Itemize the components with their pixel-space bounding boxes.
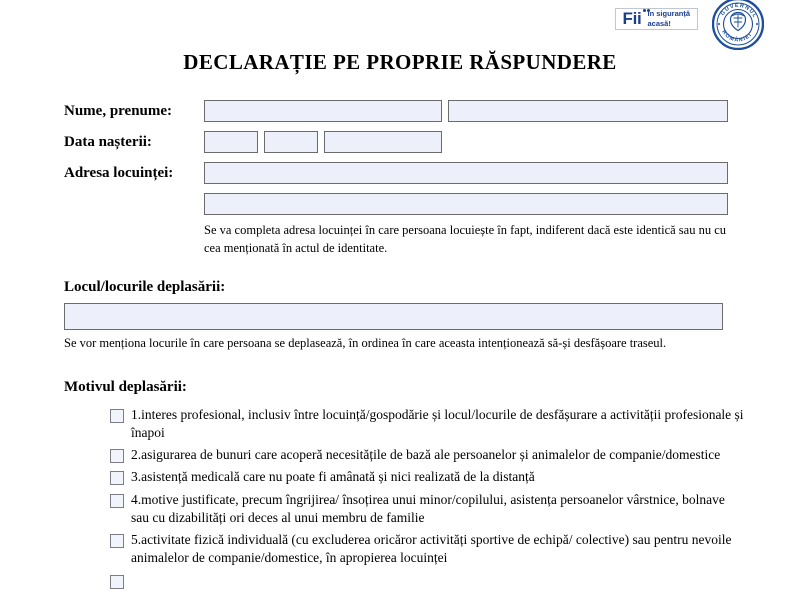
address-line2-input[interactable] <box>204 193 728 215</box>
field-row-adresa <box>0 162 800 184</box>
svg-text:GUVERNUL: GUVERNUL <box>719 2 758 20</box>
reason-checkbox-3[interactable] <box>110 471 124 485</box>
label-nume: Nume, prenume: <box>64 102 173 119</box>
address-line2-wrapper <box>0 193 800 215</box>
reason-label-3: 3.asistență medicală care nu poate fi amânată și nici realizată de la distanță <box>131 469 535 485</box>
birth-year-input[interactable] <box>324 131 442 153</box>
birth-day-input[interactable] <box>204 131 258 153</box>
romanian-government-seal-icon <box>712 0 764 50</box>
address-helper-note: Se va completa adresa locuinței în care persoana locuiește în fapt, indiferent dacă este identică sau nu cu cea menționată în actul de identitate. <box>204 223 726 256</box>
label-data-nasterii: Data nașterii: <box>64 133 152 150</box>
reason-label-2: 2.asigurarea de bunuri care acoperă necesitățile de bază ale persoanelor și animalelor de companie/domestice <box>131 447 721 463</box>
reason-checkbox-5[interactable] <box>110 534 124 548</box>
nume-input[interactable] <box>204 100 442 122</box>
address-line1-input[interactable] <box>204 162 728 184</box>
reason-item[interactable] <box>0 572 800 589</box>
reason-item[interactable] <box>0 531 800 567</box>
svg-text:ROMÂNIEI: ROMÂNIEI <box>720 29 754 44</box>
reason-item[interactable] <box>0 446 800 464</box>
field-row-nume <box>0 100 800 122</box>
travel-location-input[interactable] <box>64 303 723 330</box>
reason-checkbox-1[interactable] <box>110 409 124 423</box>
travel-helper-note: Se vor menționa locurile în care persoana se deplasează, în ordinea în care aceasta intenționează să-și desfășoare traseul. <box>64 336 667 351</box>
badge-slogan-text: în siguranță acasă! <box>647 9 690 28</box>
reason-label-4: 4.motive justificate, precum îngrijirea/ însoțirea unui minor/copilului, asistența persoanelor vârstnice, bolnave sau cu dizabilități ori deces al unui membru de familie <box>131 491 725 525</box>
reason-item[interactable] <box>0 468 800 486</box>
reason-item[interactable] <box>0 491 800 527</box>
nume-inputs <box>204 100 728 122</box>
travel-location-wrapper <box>0 303 800 330</box>
adresa-inputs <box>204 162 728 184</box>
reason-item[interactable] <box>0 406 800 442</box>
reason-label-1: 1.interes profesional, inclusiv între locuință/gospodărie și locul/locurile de desfășurare a activității profesionale și înapoi <box>131 406 744 440</box>
reason-checkbox-6[interactable] <box>110 575 124 589</box>
page-title: DECLARAȚIE PE PROPRIE RĂSPUNDERE <box>183 50 617 74</box>
reason-checkbox-4[interactable] <box>110 494 124 508</box>
label-adresa: Adresa locuinței: <box>64 164 174 181</box>
reason-label-5: 5.activitate fizică individuală (cu excluderea oricăror activități sportive de echipă/ colective) sau pentru nevoile animalelor de companie/domestice, în apropierea locuinței <box>131 532 732 566</box>
birth-month-input[interactable] <box>264 131 318 153</box>
prenume-input[interactable] <box>448 100 728 122</box>
field-row-data-nasterii <box>0 131 800 153</box>
stay-safe-home-badge <box>615 8 698 30</box>
reason-checkbox-2[interactable] <box>110 449 124 463</box>
form-body <box>0 100 800 593</box>
reasons-heading: Motivul deplasării: <box>64 378 187 395</box>
badge-brand-text: Fii <box>622 9 642 28</box>
document-header <box>615 2 764 50</box>
travel-location-heading: Locul/locurile deplasării: <box>64 279 226 296</box>
data-nasterii-inputs <box>204 131 442 153</box>
